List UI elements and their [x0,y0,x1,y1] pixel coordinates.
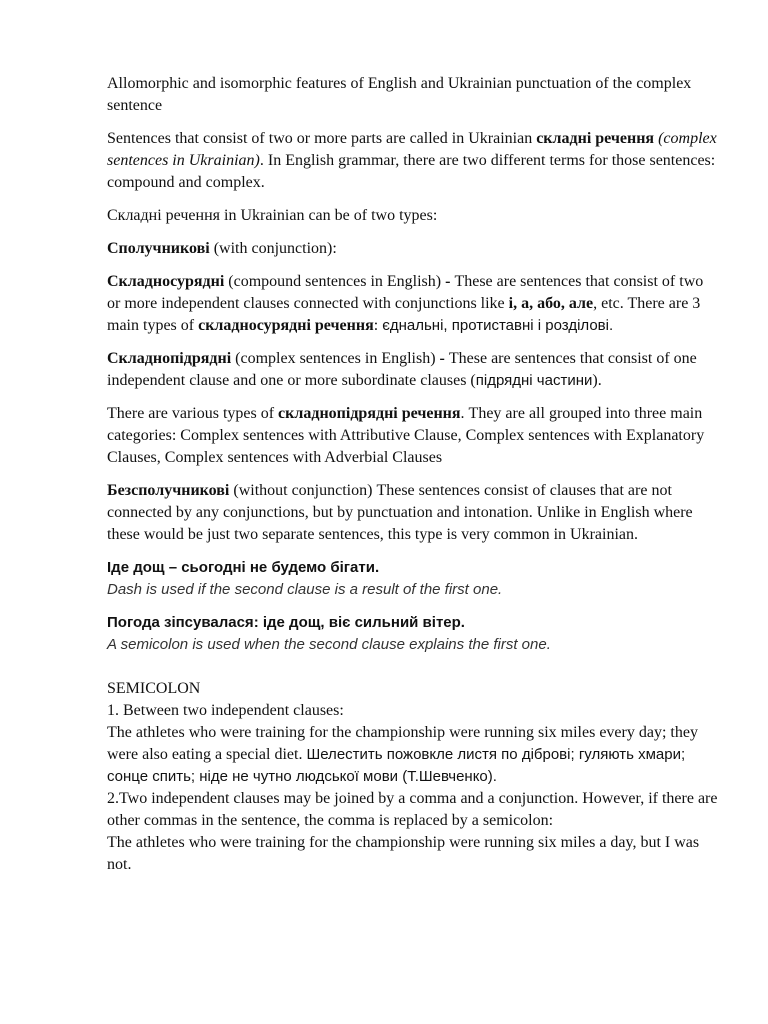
compound-conjunctions: і, а, або, але [508,295,594,312]
compound-types: єднальні, протиставні і розділові. [382,317,614,334]
semicolon-example-1-en: The athletes who were training for the championship were running six miles every day; they were also eating a special diet. [107,724,698,763]
compound-text-2: , etc. There are 3 main types of [107,295,701,334]
semicolon-heading: SEMICOLON [107,680,201,697]
compound-paragraph [107,271,718,337]
semicolon-example-1 [107,722,718,788]
example-1-sentence: Іде дощ – сьогодні не будемо бігати. [107,559,380,576]
semicolon-section [107,678,718,876]
various-text: There are various types of [107,405,279,422]
various-term: складнопідрядні речення [278,405,461,422]
compound-text: These are sentences that consist of two or more independent clauses connected with conjunctions like [107,273,704,312]
conjunction-gloss: (with conjunction): [209,240,337,257]
complex-text-end: ). [592,372,602,389]
compound-dash: - [445,273,455,290]
intro-text: Sentences that consist of two or more parts are called in Ukrainian [107,130,537,147]
complex-text: These are sentences that consist of one independent clause and one or more subordinate clauses ( [107,350,697,389]
example-2-note: A semicolon is used when the second clause explains the first one. [107,636,551,653]
complex-gloss: (complex sentences in English) [231,350,440,367]
compound-colon: : [373,317,383,334]
example-2 [107,612,718,656]
intro-paragraph [107,128,718,194]
semicolon-example-1-uk: Шелестить пожовкле листя по діброві; гуляють хмари; сонце спить; ніде не чутно людської мови (Т.Шевченко). [107,746,686,785]
intro-text-end: . In English grammar, there are two different terms for those sentences: compound and complex. [107,152,716,191]
intro-term: складні речення [536,130,655,147]
semicolon-example-2: The athletes who were training for the championship were running six miles a day, but I was not. [107,834,700,873]
compound-term: Складносурядні [107,273,225,290]
asyndetic-paragraph [107,480,718,546]
semicolon-rule-1: 1. Between two independent clauses: [107,702,344,719]
complex-dash: - [439,350,449,367]
conjunction-heading [107,238,718,260]
asyndetic-term: Безсполучникові [107,482,230,499]
various-text-end: . They are all grouped into three main categories: Complex sentences with Attributive Clause, Complex sentences with Explanatory Clauses, Complex sentences with Adverbial Clauses [107,405,705,466]
semicolon-rule-2: 2.Two independent clauses may be joined by a comma and a conjunction. However, if there are other commas in the sentence, the comma is replaced by a semicolon: [107,790,718,829]
example-1 [107,557,718,601]
conjunction-term: Сполучникові [107,240,210,257]
intro-gloss: (complex sentences in Ukrainian) [107,130,717,169]
various-paragraph [107,403,718,469]
complex-term: Складнопідрядні [107,350,232,367]
example-1-note: Dash is used if the second clause is a result of the first one. [107,581,503,598]
types-line: Складні речення in Ukrainian can be of two types: [107,207,438,224]
complex-subordinate-term: підрядні частини [475,372,593,389]
example-2-sentence: Погода зіпсувалася: іде дощ, віє сильний вітер. [107,614,465,631]
compound-gloss: (compound sentences in English) [224,273,446,290]
asyndetic-text: (without conjunction) These sentences consist of clauses that are not connected by any conjunctions, but by punctuation and intonation. Unlike in English where these would be just two separate sentences, this type is very common in Ukrainian. [107,482,693,543]
complex-paragraph [107,348,718,392]
document-title: Allomorphic and isomorphic features of English and Ukrainian punctuation of the complex sentence [107,75,692,114]
spacer [107,656,718,678]
compound-term-2: складносурядні речення [198,317,374,334]
